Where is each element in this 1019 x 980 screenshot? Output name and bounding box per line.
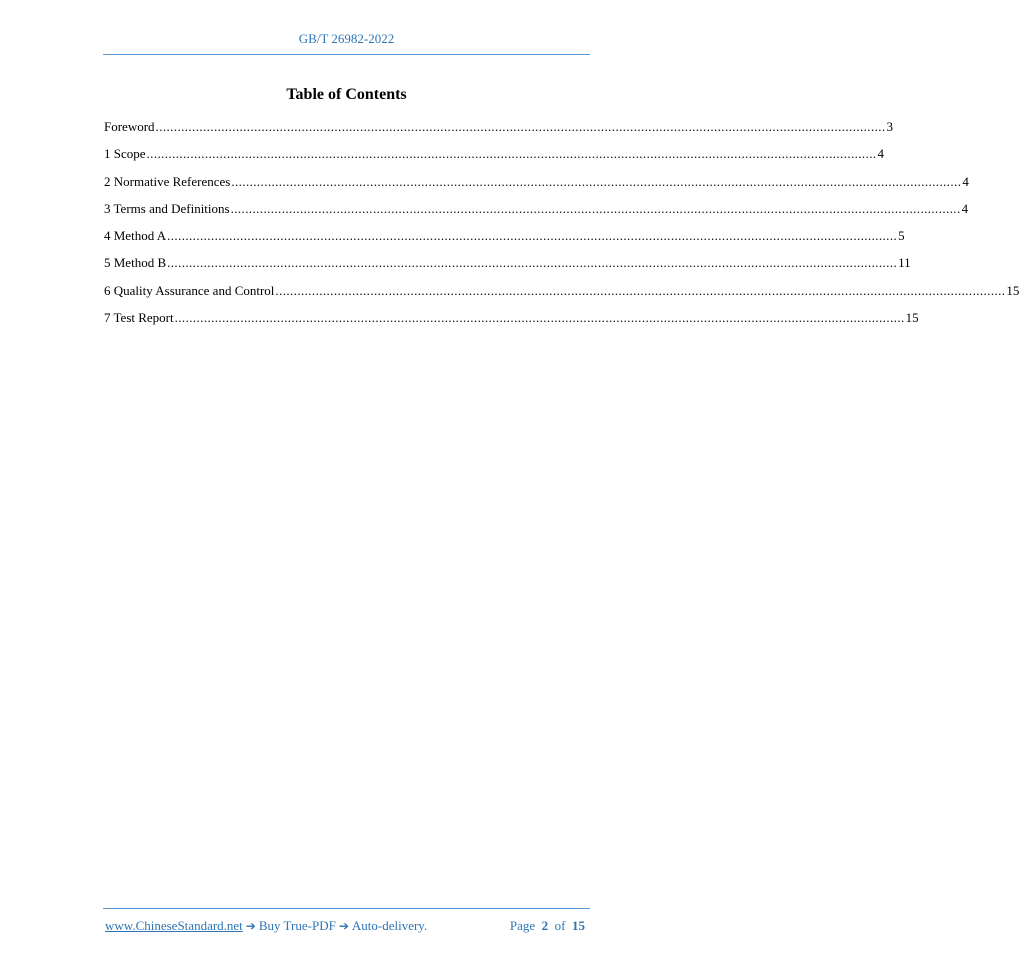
toc-entry-terms-and-definitions[interactable] [104, 200, 969, 227]
toc-entry-page: 11 [898, 255, 911, 271]
footer-left [105, 918, 427, 934]
toc-entry-label: 7 Test Report [104, 310, 174, 326]
toc-entry-method-b[interactable] [104, 254, 911, 281]
total-pages-number: 15 [572, 918, 585, 933]
toc-entry-label: 1 Scope [104, 146, 146, 162]
buy-true-pdf-link[interactable]: Buy True-PDF [258, 918, 336, 933]
toc-entry-normative-references[interactable] [104, 173, 969, 200]
toc-entry-foreword[interactable] [104, 118, 894, 145]
toc-entry-page: 3 [886, 119, 894, 134]
toc-entry-quality-assurance[interactable] [104, 282, 1019, 309]
toc-leader-dots: ........................................................................................................................................................................................................ [167, 255, 898, 271]
page-word: Page [509, 918, 536, 933]
toc-entry-scope[interactable] [104, 145, 885, 172]
right-arrow-icon: ➔ [338, 919, 349, 933]
website-link[interactable]: www.ChineseStandard.net [105, 918, 243, 933]
auto-delivery-text: Auto-delivery. [351, 918, 428, 933]
toc-entry-page: 15 [1006, 282, 1019, 298]
of-word: of [554, 918, 566, 933]
toc-entry-label: 4 Method A [104, 228, 167, 244]
toc-entry-page: 5 [898, 228, 905, 244]
toc-leader-dots: ........................................................................................................................................................................................................ [231, 173, 962, 189]
toc-leader-dots: ........................................................................................................................................................................................................ [174, 310, 905, 326]
toc-entry-page: 15 [905, 310, 919, 326]
current-page-number: 2 [541, 918, 549, 933]
toc-entry-page: 4 [961, 200, 969, 216]
toc-entry-method-a[interactable] [104, 227, 905, 254]
toc-leader-dots: ........................................................................................................................................................................................................ [155, 119, 886, 134]
toc-leader-dots: ........................................................................................................................................................................................................ [230, 200, 961, 216]
toc-entry-page: 4 [962, 173, 969, 189]
toc-entry-label: 3 Terms and Definitions [104, 200, 230, 216]
toc-entry-page: 4 [877, 146, 885, 162]
right-arrow-icon: ➔ [245, 919, 256, 933]
toc-leader-dots: ........................................................................................................................................................................................................ [275, 282, 1006, 298]
header-rule [103, 54, 590, 55]
toc-leader-dots: ........................................................................................................................................................................................................ [146, 146, 877, 162]
page-number [510, 918, 585, 934]
toc-entry-label: 6 Quality Assurance and Control [104, 282, 275, 298]
page-header: GB/T 26982-2022 [298, 31, 395, 46]
toc-entry-label: 5 Method B [104, 255, 167, 271]
toc-leader-dots: ........................................................................................................................................................................................................ [167, 228, 898, 244]
footer-rule [103, 908, 590, 909]
toc-title: Table of Contents [286, 86, 407, 103]
toc-list [104, 118, 1019, 336]
toc-entry-label: Foreword [104, 119, 155, 134]
toc-entry-test-report[interactable] [104, 309, 919, 336]
toc-entry-label: 2 Normative References [104, 173, 231, 189]
